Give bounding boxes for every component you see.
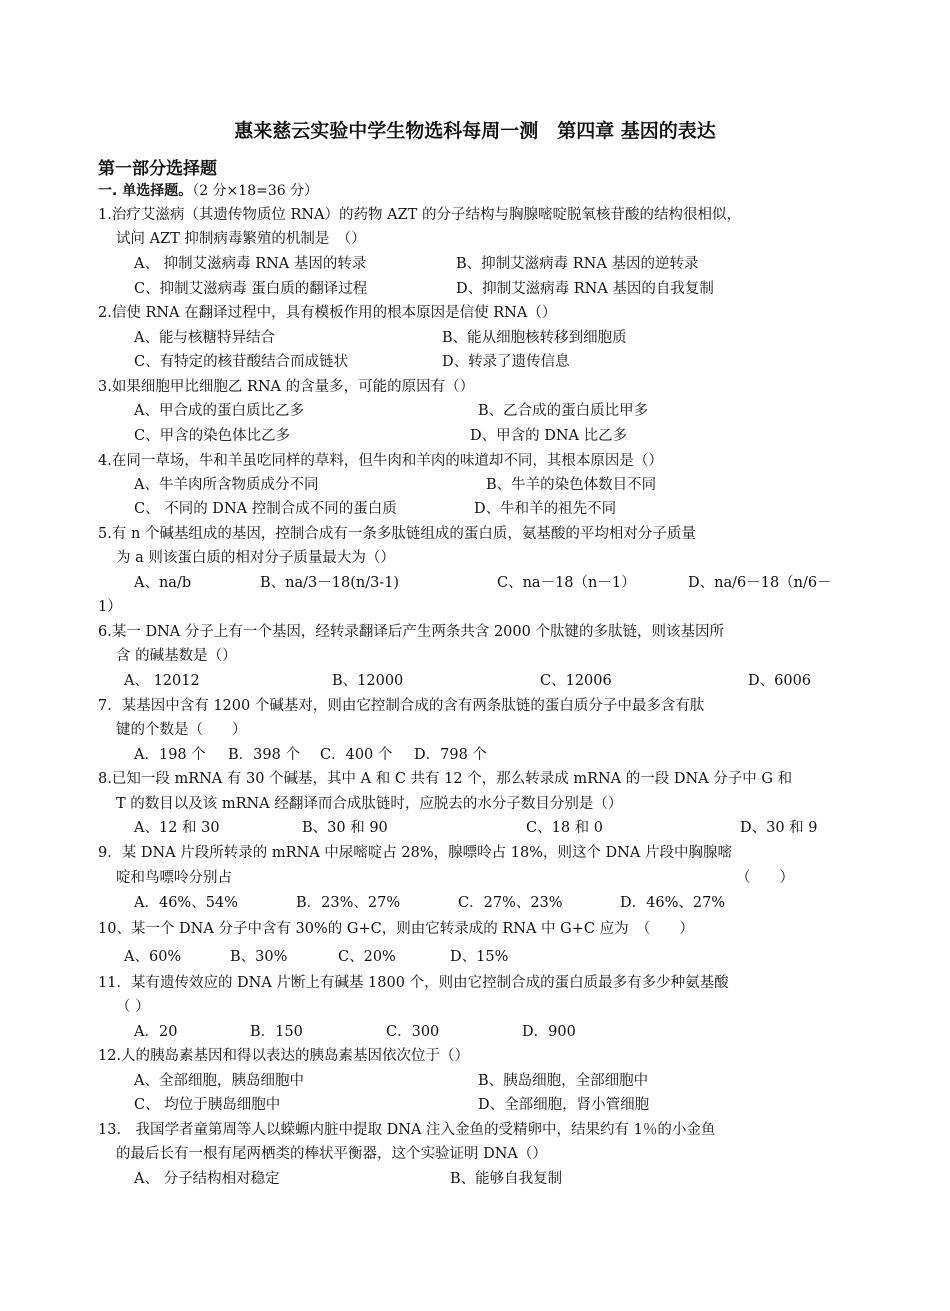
question-1-option-b: B、抑制艾滋病毒 RNA 基因的逆转录 (456, 256, 699, 272)
question-3-option-b: B、乙合成的蛋白质比甲多 (478, 403, 649, 419)
question-8-option-d: D、30 和 9 (740, 820, 818, 836)
subsection-heading (98, 180, 318, 200)
question-1-option-a: A、 抑制艾滋病毒 RNA 基因的转录 (134, 256, 367, 272)
question-4-option-a: A、牛羊肉所含物质成分不同 (134, 477, 319, 493)
question-7-option-a: A．198 个 (134, 747, 206, 763)
question-13-stem: 13. 我国学者童第周等人以蝾螈内脏中提取 DNA 注入金鱼的受精卵中，结果约有 1％的小金鱼 (98, 1122, 716, 1138)
question-5-option-c: C、na－18（n－1） (497, 575, 636, 591)
question-3-option-c: C、甲含的染色体比乙多 (134, 428, 291, 444)
question-2-option-c: C、有特定的核苷酸结合而成链状 (134, 354, 349, 370)
question-11-option-b: B．150 (250, 1024, 303, 1040)
question-10-option-c: C、20% (338, 949, 396, 965)
question-7-stem: 7．某基因中含有 1200 个碱基对，则由它控制合成的含有两条肽链的蛋白质分子中最多含有肽 (98, 698, 705, 714)
question-9-stem: 9．某 DNA 片段所转录的 mRNA 中尿嘧啶占 28%，腺嘌呤占 18%，则这个 DNA 片段中胸腺嘧 (98, 845, 732, 861)
question-6-stem-cont: 含 的碱基数是（） (116, 648, 237, 664)
page-title: 惠来慈云实验中学生物选科每周一测 第四章 基因的表达 (234, 120, 716, 142)
question-8-stem-cont: T 的数目以及该 mRNA 经翻译而合成肽链时，应脱去的水分子数目分别是（） (116, 796, 623, 812)
question-11-stem-cont: （ ） (116, 999, 150, 1015)
question-1-stem-cont: 试问 AZT 抑制病毒繁殖的机制是 （） (116, 231, 366, 247)
question-9-option-b: B．23%、27% (296, 895, 401, 911)
question-10-option-b: B、30% (230, 949, 288, 965)
question-4-option-d: D、牛和羊的祖先不同 (474, 501, 617, 517)
question-5-option-b: B、na/3－18(n/3-1) (260, 575, 400, 591)
question-2-option-d: D、转录了遗传信息 (442, 354, 570, 370)
question-7-option-c: C．400 个 (320, 747, 393, 763)
question-9-option-a: A．46%、54% (134, 895, 238, 911)
question-5-option-d: D、na/6－18（n/6－ (688, 575, 832, 591)
question-12-option-a: A、全部细胞，胰岛细胞中 (134, 1073, 304, 1089)
question-9-option-c: C．27%、23% (458, 895, 563, 911)
question-10-stem: 10、某一个 DNA 分子中含有 30%的 G+C，则由它转录成的 RNA 中 G+C 应为 （ ） (98, 921, 694, 937)
question-7-option-d: D．798 个 (414, 747, 487, 763)
question-4-stem: 4.在同一草场，牛和羊虽吃同样的草料，但牛肉和羊肉的味道却不同，其根本原因是（） (98, 453, 663, 469)
question-11-option-a: A．20 (134, 1024, 178, 1040)
question-11-stem: 11．某有遗传效应的 DNA 片断上有碱基 1800 个，则由它控制合成的蛋白质最多有多少种氨基酸 (98, 975, 729, 991)
question-10-option-d: D、15% (450, 949, 509, 965)
question-5-stem: 5.有 n 个碱基组成的基因，控制合成有一条多肽链组成的蛋白质，氨基酸的平均相对分子质量 (98, 526, 696, 542)
question-7-option-b: B．398 个 (228, 747, 300, 763)
question-12-option-b: B、胰岛细胞，全部细胞中 (478, 1073, 649, 1089)
subsection-note: （2 分×18=36 分） (192, 183, 319, 199)
question-1-option-d: D、抑制艾滋病毒 RNA 基因的自我复制 (456, 281, 714, 297)
question-10-option-a: A、60% (124, 949, 182, 965)
question-13-option-a: A、 分子结构相对稳定 (134, 1171, 280, 1187)
question-3-option-d: D、甲含的 DNA 比乙多 (470, 428, 628, 444)
question-5-option-a: A、na/b (134, 575, 192, 591)
question-8-option-c: C、18 和 0 (526, 820, 603, 836)
question-9-option-d: D．46%、27% (620, 895, 726, 911)
question-8-option-a: A、12 和 30 (134, 820, 220, 836)
question-6-option-b: B、12000 (332, 673, 404, 689)
question-12-stem: 12.人的胰岛素基因和得以表达的胰岛素基因依次位于（） (98, 1048, 470, 1064)
section-heading: 第一部分选择题 (98, 159, 217, 179)
question-3-stem: 3.如果细胞甲比细胞乙 RNA 的含量多，可能的原因有（） (98, 379, 475, 395)
question-6-option-d: D、6006 (748, 673, 812, 689)
question-6-option-a: A、 12012 (124, 673, 200, 689)
question-2-stem: 2.信使 RNA 在翻译过程中，具有模板作用的根本原因是信使 RNA（） (98, 305, 557, 321)
question-8-stem: 8.已知一段 mRNA 有 30 个碱基，其中 A 和 C 共有 12 个，那么转录成 mRNA 的一段 DNA 分子中 G 和 (98, 771, 793, 787)
question-13-option-b: B、能够自我复制 (450, 1171, 563, 1187)
question-6-stem: 6.某一 DNA 分子上有一个基因，经转录翻译后产生两条共含 2000 个肽键的多肽链，则该基因所 (98, 624, 724, 640)
question-13-stem-cont: 的最后长有一根有尾两栖类的棒状平衡器，这个实验证明 DNA（） (116, 1146, 547, 1162)
question-5-option-d-cont: 1） (98, 599, 122, 615)
question-8-option-b: B、30 和 90 (302, 820, 388, 836)
question-1-stem: 1.治疗艾滋病（其遗传物质位 RNA）的药物 AZT 的分子结构与胸腺嘧啶脱氧核苷酸的结构很相似， (98, 207, 741, 223)
question-7-stem-cont: 键的个数是（ ） (116, 722, 247, 738)
question-1-option-c: C、抑制艾滋病毒 蛋白质的翻译过程 (134, 281, 368, 297)
question-3-option-a: A、甲合成的蛋白质比乙多 (134, 403, 304, 419)
question-9-answer-blank: （ ） (736, 870, 794, 886)
question-11-option-d: D．900 (522, 1024, 576, 1040)
question-4-option-c: C、 不同的 DNA 控制合成不同的蛋白质 (134, 501, 397, 517)
question-5-stem-cont: 为 a 则该蛋白质的相对分子质量最大为（） (116, 550, 395, 566)
question-2-option-b: B、能从细胞核转移到细胞质 (442, 330, 627, 346)
question-6-option-c: C、12006 (540, 673, 612, 689)
question-9-stem-cont: 啶和鸟嘌呤分别占 (116, 870, 232, 886)
question-11-option-c: C．300 (386, 1024, 440, 1040)
subsection-label: 一. 单选择题。 (98, 183, 193, 199)
question-12-option-c: C、 均位于胰岛细胞中 (134, 1097, 281, 1113)
question-4-option-b: B、牛羊的染色体数目不同 (486, 477, 657, 493)
question-12-option-d: D、全部细胞，肾小管细胞 (478, 1097, 650, 1113)
question-2-option-a: A、能与核糖特异结合 (134, 330, 275, 346)
